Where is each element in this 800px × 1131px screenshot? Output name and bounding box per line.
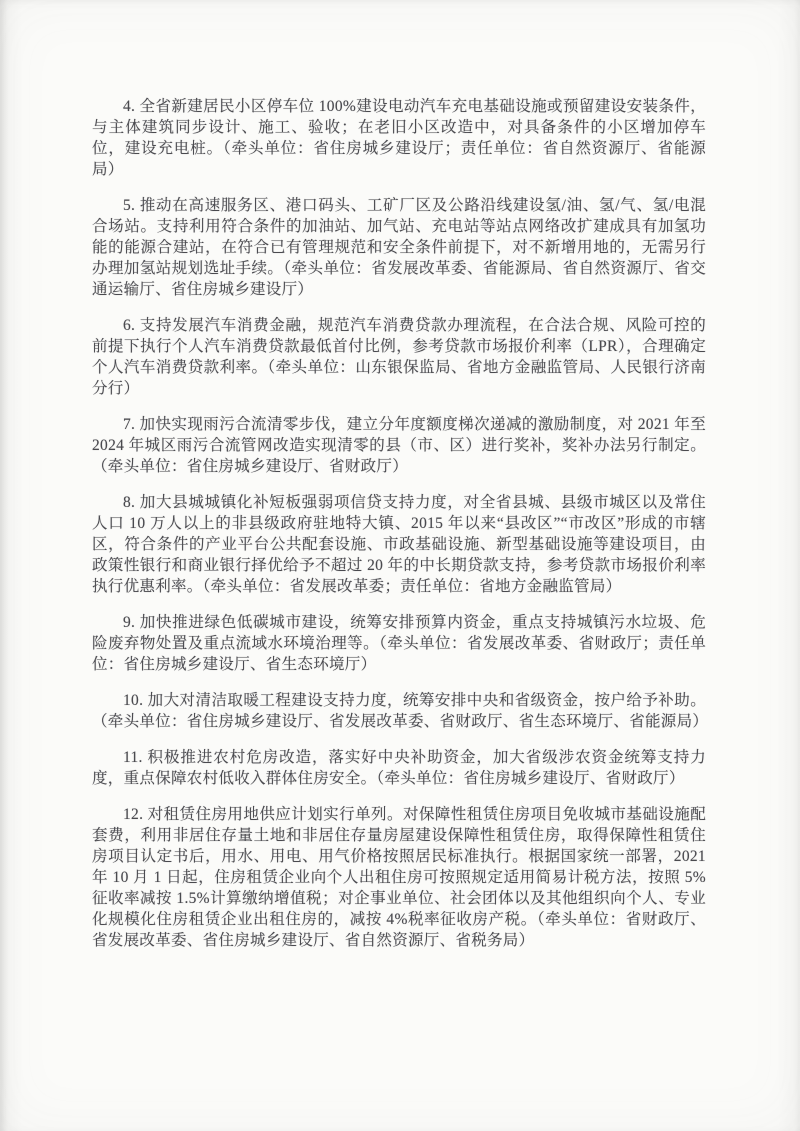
paragraph-7: 7. 加快实现雨污合流清零步伐，建立分年度额度梯次递减的激励制度，对 2021 年至 2024 年城区雨污合流管网改造实现清零的县（市、区）进行奖补，奖补办法另行制定。（牵头单位：省住房城乡建设厅、省财政厅） (92, 416, 706, 475)
paragraph-10: 10. 加大对清洁取暖工程建设支持力度，统筹安排中央和省级资金，按户给予补助。（牵头单位：省住房城乡建设厅、省发展改革委、省财政厅、省生态环境厅、省能源局） (92, 692, 709, 730)
paragraph-5: 5. 推动在高速服务区、港口码头、工矿厂区及公路沿线建设氢/油、氢/气、氢/电混合场站。支持利用符合条件的加油站、加气站、充电站等站点网络改扩建成具有加氢功能的能源合建站，在符合已有管理规范和安全条件前提下，对不新增用地的，无需另行办理加氢站规划选址手续。（牵头单位：省发展改革委、省能源局、省自然资源厅、省交通运输厅、省住房城乡建设厅） (92, 197, 706, 298)
document-body (92, 96, 709, 966)
paragraph-8: 8. 加大县城城镇化补短板强弱项信贷支持力度，对全省县城、县级市城区以及常住人口 10 万人以上的非县级政府驻地特大镇、2015 年以来“县改区”“市改区”形成的市辖区，符合条件的产业平台公共配套设施、市政基础设施、新型基础设施等建设项目，由政策性银行和商业银行择优给予不超过 20 年的中长期贷款支持，参考贷款市场报价利率执行优惠利率。（牵头单位：省发展改革委；责任单位：省地方金融监管局） (92, 494, 706, 595)
paragraph-6: 6. 支持发展汽车消费金融，规范汽车消费贷款办理流程，在合法合规、风险可控的前提下执行个人汽车消费贷款最低首付比例，参考贷款市场报价利率（LPR），合理确定个人汽车消费贷款利率。（牵头单位：山东银保监局、省地方金融监管局、人民银行济南分行） (92, 317, 706, 397)
paragraph-11: 11. 积极推进农村危房改造，落实好中央补助资金，加大省级涉农资金统筹支持力度，重点保障农村低收入群体住房安全。（牵头单位：省住房城乡建设厅、省财政厅） (92, 749, 706, 787)
paragraph-12: 12. 对租赁住房用地供应计划实行单列。对保障性租赁住房项目免收城市基础设施配套费，利用非居住存量土地和非居住存量房屋建设保障性租赁住房，取得保障性租赁住房项目认定书后，用水、用电、用气价格按照居民标准执行。根据国家统一部署，2021 年 10 月 1 日起，住房租赁企业向个人出租住房可按照规定适用简易计税方法，按照 5%征收率减按 1.5%计算缴纳增值税；对企事业单位、社会团体以及其他组织向个人、专业化规模化住房租赁企业出租住房的，减按 4%税率征收房产税。（牵头单位：省财政厅、省发展改革委、省住房城乡建设厅、省自然资源厅、省税务局） (92, 806, 706, 949)
paragraph-4: 4. 全省新建居民小区停车位 100%建设电动汽车充电基础设施或预留建设安装条件，与主体建筑同步设计、施工、验收；在老旧小区改造中，对具备条件的小区增加停车位，建设充电桩。（牵头单位：省住房城乡建设厅；责任单位：省自然资源厅、省能源局） (92, 98, 706, 178)
paragraph-9: 9. 加快推进绿色低碳城市建设，统筹安排预算内资金，重点支持城镇污水垃圾、危险废弃物处置及重点流域水环境治理等。（牵头单位：省发展改革委、省财政厅；责任单位：省住房城乡建设厅、省生态环境厅） (92, 614, 706, 673)
